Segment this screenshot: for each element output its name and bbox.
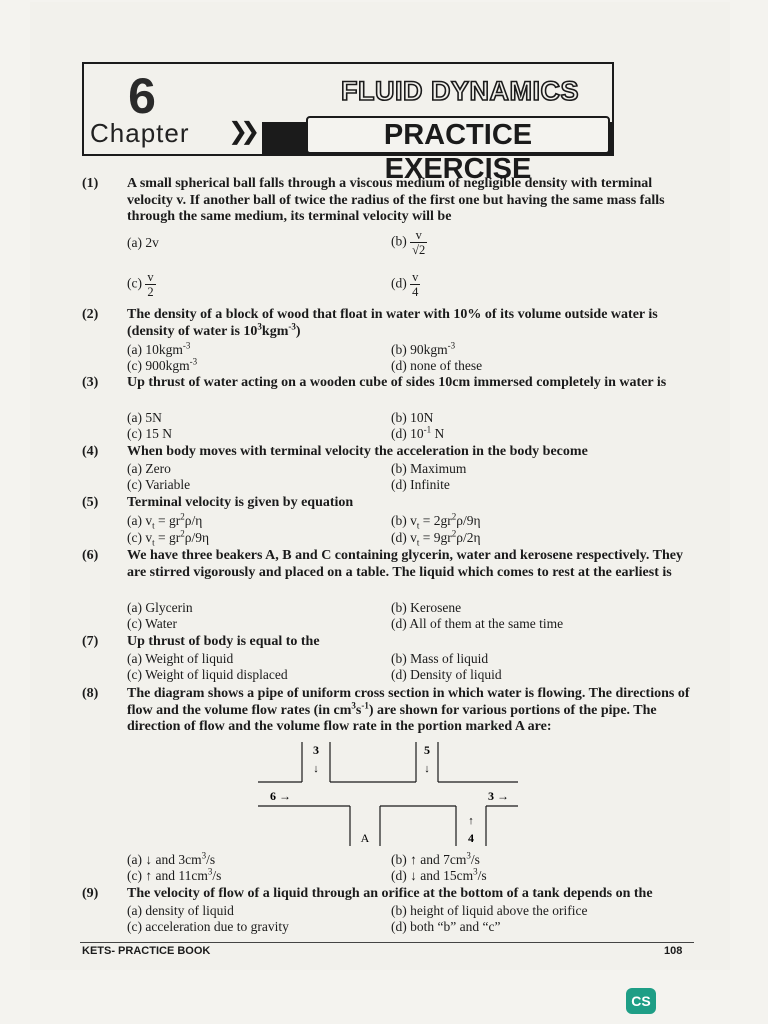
superscript: 2 (451, 511, 457, 522)
option-d: (d) none of these (391, 358, 483, 373)
text-part: The density of a block of wood that float in water with 10% of its volume outside water is (density of water is 10 (127, 307, 658, 339)
option-c: (c) Water (127, 616, 178, 631)
question-number: (9) (82, 886, 99, 901)
subscript: t (416, 520, 420, 531)
fraction (145, 270, 155, 299)
option-d: (d) Infinite (391, 477, 450, 492)
denominator: 4 (412, 285, 419, 299)
question-number: (3) (82, 375, 99, 390)
superscript: -3 (288, 320, 296, 331)
option-c (127, 868, 221, 884)
option-d (391, 868, 487, 884)
option-label: (c) (127, 275, 142, 291)
option-text: /s (470, 852, 480, 867)
option-b: (b) Maximum (391, 461, 467, 476)
question-text: Terminal velocity is given by equation (127, 495, 354, 510)
page-number: 108 (664, 945, 683, 957)
question-number: (4) (82, 444, 99, 459)
superscript: 2 (180, 511, 185, 522)
superscript: 3 (207, 866, 213, 877)
superscript: -3 (447, 340, 456, 351)
fraction (410, 228, 427, 257)
option-text: (c) ↑ and 11cm (127, 868, 208, 883)
text-part: kgm (261, 323, 289, 339)
option-c (127, 270, 156, 299)
superscript: 2 (180, 528, 185, 539)
portion-a-label: A (360, 831, 370, 845)
book-title: KETS- PRACTICE BOOK (82, 945, 211, 957)
question-number: (1) (82, 176, 99, 191)
badge-text: CS (631, 993, 651, 1009)
question-text: When body moves with terminal velocity the acceleration in the body become (127, 444, 588, 459)
option-text: (a) 10kgm (127, 342, 183, 357)
question-text: A small spherical ball falls through a viscous medium of negligible density with terminal velocity v. If another ball of twice the radius of the first one but having the same mass falls through the same medium, its terminal velocity will be (127, 176, 665, 224)
flow-rate-6-label: 6 → (270, 789, 291, 803)
option-text: (d) v (391, 530, 417, 545)
option-text: (d) ↓ and 15cm (391, 868, 474, 883)
superscript: -3 (189, 356, 198, 367)
question-text: The velocity of flow of a liquid through an orifice at the bottom of a tank depends on the (127, 886, 653, 901)
question-number: (8) (82, 686, 99, 701)
option-label: (d) (391, 275, 407, 291)
footer-divider (80, 942, 694, 943)
option-a (127, 852, 215, 868)
question-text: Up thrust of water acting on a wooden cube of sides 10cm immersed completely in water is (127, 375, 667, 390)
question-text: Up thrust of body is equal to the (127, 634, 320, 649)
option-a: (a) Zero (127, 461, 171, 476)
superscript: 3 (351, 699, 356, 710)
subscript: t (152, 520, 155, 531)
numerator: v (410, 228, 427, 243)
option-b (391, 852, 480, 868)
chapter-topic: FLUID DYNAMICS (341, 76, 579, 106)
option-text: ρ/2η (456, 530, 481, 545)
option-c: (c) 15 N (127, 426, 172, 441)
option-text: (a) v (127, 513, 153, 528)
option-a: (a) density of liquid (127, 903, 234, 918)
flow-rate-3-right-label: 3 → (488, 789, 509, 803)
option-text: (c) 900kgm (127, 358, 190, 373)
up-arrow-icon: ↑ (468, 815, 474, 827)
option-b: (b) 10N (391, 410, 434, 425)
question-number: (2) (82, 307, 99, 322)
option-d: (d) both “b” and “c” (391, 919, 501, 934)
option-text: ρ/9η (184, 530, 210, 545)
option-a (127, 342, 190, 358)
option-text: ρ/9η (456, 513, 481, 528)
option-d (391, 426, 444, 442)
option-c (127, 530, 209, 546)
option-b: (b) height of liquid above the orifice (391, 903, 588, 918)
flow-rate-4-label: 4 (468, 831, 474, 845)
option-text: (b) v (391, 513, 417, 528)
down-arrow-icon: ↓ (313, 763, 319, 775)
option-text: (d) 10 (391, 426, 424, 441)
option-label: (b) (391, 233, 407, 249)
option-a: (a) 2v (127, 235, 159, 250)
option-b: (b) Kerosene (391, 600, 462, 615)
option-text: (c) v (127, 530, 153, 545)
option-c: (c) acceleration due to gravity (127, 919, 289, 934)
chevron-right-icon: ❯❯ (228, 117, 253, 145)
question-number: (6) (82, 548, 99, 563)
option-c (127, 358, 197, 374)
option-a: (a) Weight of liquid (127, 651, 234, 666)
option-a (127, 513, 202, 529)
pipe-flow-diagram (250, 738, 530, 850)
option-text: (a) ↓ and 3cm (127, 852, 202, 867)
option-text: = 2gr (419, 513, 452, 528)
numerator: v (147, 270, 154, 284)
question-text: We have three beakers A, B and C containing glycerin, water and kerosene respectively. They are stirred vigorously and placed on a table. The liquid which comes to rest at the earliest is (127, 548, 683, 580)
option-text: = gr (154, 513, 181, 528)
superscript: 3 (257, 320, 262, 331)
option-text: = gr (154, 530, 181, 545)
superscript: -1 (361, 699, 369, 710)
option-text: ρ/η (184, 513, 203, 528)
chapter-number: 6 (128, 68, 156, 124)
camscanner-logo-icon (626, 988, 656, 1014)
denominator: 2 (147, 285, 154, 299)
option-d: (d) All of them at the same time (391, 616, 564, 631)
option-b (391, 342, 455, 358)
question-text (127, 686, 692, 736)
text-part: ) (295, 323, 301, 339)
option-b: (b) Mass of liquid (391, 651, 489, 666)
denominator: √2 (412, 243, 426, 257)
flow-rate-5-label: 5 (424, 743, 430, 757)
option-b (391, 513, 481, 529)
option-a: (a) Glycerin (127, 600, 193, 615)
numerator: v (412, 270, 419, 284)
option-c: (c) Weight of liquid displaced (127, 667, 288, 682)
option-d (391, 270, 420, 299)
superscript: 3 (473, 866, 478, 877)
question-number: (7) (82, 634, 99, 649)
option-text: (b) 90kgm (391, 342, 448, 357)
superscript: -3 (182, 340, 191, 351)
superscript: 3 (466, 850, 471, 861)
superscript: 3 (201, 850, 207, 861)
superscript: 2 (451, 528, 457, 539)
option-text: /s (477, 868, 487, 883)
flow-rate-3-label: 3 (313, 743, 319, 757)
exercise-title: PRACTICE EXERCISE (306, 116, 610, 154)
subscript: t (416, 537, 420, 548)
option-text: = 9gr (419, 530, 452, 545)
option-b (391, 228, 427, 257)
option-c: (c) Variable (127, 477, 191, 492)
option-a: (a) 5N (127, 410, 162, 425)
option-d (391, 530, 481, 546)
subscript: t (152, 537, 155, 548)
text-part: s (355, 702, 362, 718)
text-part: ) are shown for various portions of the pipe. The direction of flow and the volume flow rate in the portion marked A are: (127, 702, 657, 734)
text-part: The diagram shows a pipe of uniform cross section in which water is flowing. The directions of flow and the volume flow rates (in cm (127, 686, 690, 718)
superscript: -1 (423, 424, 432, 435)
question-number: (5) (82, 495, 99, 510)
chapter-label: Chapter (90, 118, 190, 148)
option-text: (b) ↑ and 7cm (391, 852, 467, 867)
down-arrow-icon: ↓ (424, 763, 430, 775)
fraction (410, 270, 420, 299)
option-text: /s (206, 852, 216, 867)
question-text (127, 307, 692, 340)
option-text: N (431, 426, 445, 441)
option-text: /s (212, 868, 222, 883)
option-d: (d) Density of liquid (391, 667, 502, 682)
